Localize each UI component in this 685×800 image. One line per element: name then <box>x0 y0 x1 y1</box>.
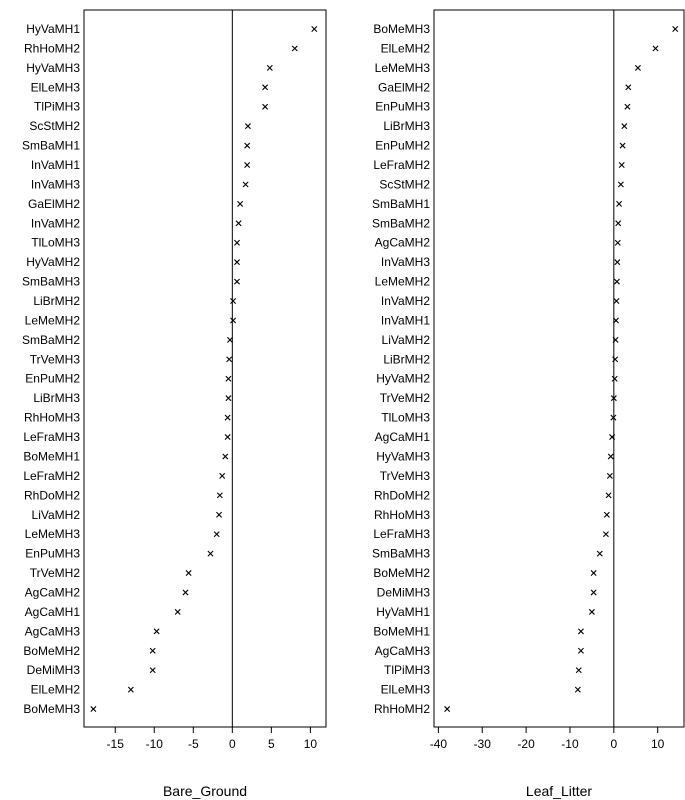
bare-ground-category-label: InVaMH2 <box>30 216 80 231</box>
leaf-litter-data-point <box>619 162 624 167</box>
leaf-litter-category-label: LeFraMH2 <box>373 158 430 173</box>
leaf-litter-category-label: AgCaMH1 <box>374 430 430 445</box>
bare-ground-x-tick-label: -10 <box>145 737 163 751</box>
leaf-litter-category-label: LeMeMH2 <box>374 274 430 289</box>
bare-ground-panel <box>22 10 326 799</box>
leaf-litter-data-point <box>575 687 580 692</box>
leaf-litter-x-tick-label: -40 <box>429 737 448 751</box>
bare-ground-data-point <box>227 337 232 342</box>
leaf-litter-x-tick-label: -10 <box>561 737 579 751</box>
leaf-litter-data-point <box>591 570 596 575</box>
bare-ground-data-point <box>175 609 180 614</box>
bare-ground-data-point <box>183 590 188 595</box>
bare-ground-x-tick-label: -5 <box>187 737 199 751</box>
bare-ground-data-point <box>234 279 239 284</box>
bare-ground-data-point <box>217 493 222 498</box>
leaf-litter-category-label: HyVaMH3 <box>376 449 430 464</box>
leaf-litter-category-label: TrVeMH3 <box>379 468 430 483</box>
bare-ground-category-label: LiBrMH2 <box>33 294 80 309</box>
bare-ground-x-tick-label: 5 <box>268 737 275 751</box>
bare-ground-category-label: ElLeMH2 <box>30 682 80 697</box>
leaf-litter-category-label: LeMeMH3 <box>374 60 430 75</box>
bare-ground-category-label: AgCaMH2 <box>24 585 80 600</box>
leaf-litter-category-label: ElLeMH2 <box>380 41 430 56</box>
bare-ground-category-label: TlLoMH3 <box>31 235 80 250</box>
bare-ground-category-label: RhDoMH2 <box>23 488 80 503</box>
leaf-litter-category-label: RhHoMH2 <box>373 702 430 717</box>
bare-ground-category-label: BoMeMH1 <box>23 449 80 464</box>
leaf-litter-category-label: InVaMH3 <box>380 255 430 270</box>
leaf-litter-category-label: HyVaMH1 <box>376 604 430 619</box>
leaf-litter-category-label: TlPiMH3 <box>383 663 430 678</box>
leaf-litter-data-point <box>625 104 630 109</box>
bare-ground-data-point <box>226 396 231 401</box>
bare-ground-category-label: InVaMH3 <box>30 177 80 192</box>
leaf-litter-data-point <box>589 609 594 614</box>
leaf-litter-category-label: HyVaMH2 <box>376 371 430 386</box>
bare-ground-data-point <box>245 162 250 167</box>
bare-ground-category-label: RhHoMH2 <box>23 41 80 56</box>
bare-ground-data-point <box>238 201 243 206</box>
bare-ground-category-label: LiVaMH2 <box>31 507 80 522</box>
leaf-litter-x-tick-label: -30 <box>473 737 491 751</box>
leaf-litter-category-label: LeFraMH3 <box>373 527 430 542</box>
leaf-litter-data-point <box>618 182 623 187</box>
leaf-litter-x-tick-label: 0 <box>610 737 618 751</box>
leaf-litter-data-point <box>604 512 609 517</box>
leaf-litter-category-label: DeMiMH3 <box>376 585 430 600</box>
bare-ground-data-point <box>91 706 96 711</box>
bare-ground-data-point <box>234 240 239 245</box>
leaf-litter-data-point <box>614 279 619 284</box>
bare-ground-data-point <box>245 143 250 148</box>
bare-ground-category-label: BoMeMH3 <box>23 702 80 717</box>
leaf-litter-x-tick-label: -20 <box>517 737 535 751</box>
leaf-litter-category-label: InVaMH1 <box>380 313 430 328</box>
leaf-litter-data-point <box>635 65 640 70</box>
leaf-litter-data-point <box>606 493 611 498</box>
bare-ground-data-point <box>225 434 230 439</box>
leaf-litter-data-point <box>591 590 596 595</box>
bare-ground-data-point <box>267 65 272 70</box>
bare-ground-plot-frame <box>84 10 326 727</box>
leaf-litter-category-label: SmBaMH3 <box>371 546 430 561</box>
leaf-litter-category-label: LiBrMH3 <box>383 119 430 134</box>
leaf-litter-data-point <box>607 473 612 478</box>
bare-ground-category-label: LiBrMH3 <box>33 391 80 406</box>
leaf-litter-data-point <box>673 26 678 31</box>
bare-ground-category-label: HyVaMH2 <box>26 255 80 270</box>
bare-ground-data-point <box>236 221 241 226</box>
leaf-litter-data-point <box>653 46 658 51</box>
bare-ground-category-label: GaElMH2 <box>27 196 80 211</box>
leaf-litter-category-label: InVaMH2 <box>380 294 430 309</box>
leaf-litter-category-label: TrVeMH2 <box>379 391 430 406</box>
bare-ground-data-point <box>186 570 191 575</box>
leaf-litter-data-point <box>608 454 613 459</box>
leaf-litter-data-point <box>614 298 619 303</box>
bare-ground-x-tick-label: 10 <box>303 737 318 751</box>
bare-ground-category-label: DeMiMH3 <box>26 663 80 678</box>
bare-ground-category-label: LeFraMH2 <box>23 468 80 483</box>
leaf-litter-category-label: SmBaMH2 <box>371 216 430 231</box>
bare-ground-category-label: HyVaMH3 <box>26 60 80 75</box>
bare-ground-category-label: HyVaMH1 <box>26 22 80 36</box>
leaf-litter-data-point <box>622 124 627 129</box>
bare-ground-category-label: AgCaMH3 <box>24 624 80 639</box>
leaf-litter-data-point <box>578 629 583 634</box>
bare-ground-data-point <box>226 376 231 381</box>
leaf-litter-data-point <box>576 668 581 673</box>
leaf-litter-data-point <box>603 532 608 537</box>
bare-ground-data-point <box>231 318 236 323</box>
bare-ground-data-point <box>208 551 213 556</box>
leaf-litter-category-label: SmBaMH1 <box>371 196 430 211</box>
bare-ground-data-point <box>154 629 159 634</box>
leaf-litter-x-axis-title: Leaf_Litter <box>525 783 593 799</box>
leaf-litter-category-label: RhHoMH3 <box>373 507 430 522</box>
bare-ground-data-point <box>243 182 248 187</box>
bare-ground-category-label: AgCaMH1 <box>24 604 80 619</box>
bare-ground-data-point <box>234 260 239 265</box>
leaf-litter-category-label: EnPuMH2 <box>375 138 430 153</box>
leaf-litter-category-label: BoMeMH2 <box>373 566 430 581</box>
bare-ground-category-label: LeMeMH2 <box>24 313 80 328</box>
bare-ground-x-tick-label: -15 <box>106 737 124 751</box>
bare-ground-data-point <box>223 454 228 459</box>
leaf-litter-panel <box>372 10 684 799</box>
bare-ground-data-point <box>231 298 236 303</box>
leaf-litter-data-point <box>615 240 620 245</box>
bare-ground-category-label: RhHoMH3 <box>23 410 80 425</box>
leaf-litter-data-point <box>612 376 617 381</box>
bare-ground-category-label: SmBaMH2 <box>21 332 80 347</box>
bare-ground-data-point <box>220 473 225 478</box>
bare-ground-data-point <box>292 46 297 51</box>
bare-ground-category-label: SmBaMH3 <box>21 274 80 289</box>
bare-ground-data-point <box>263 104 268 109</box>
leaf-litter-category-label: RhDoMH2 <box>373 488 430 503</box>
bare-ground-category-label: TlPiMH3 <box>33 99 80 114</box>
bare-ground-category-label: TrVeMH3 <box>29 352 80 367</box>
bare-ground-category-label: SmBaMH1 <box>21 138 80 153</box>
bare-ground-data-point <box>128 687 133 692</box>
bare-ground-data-point <box>150 648 155 653</box>
leaf-litter-data-point <box>615 260 620 265</box>
leaf-litter-category-label: TlLoMH3 <box>381 410 430 425</box>
bare-ground-category-label: ScStMH2 <box>29 119 80 134</box>
leaf-litter-category-label: ScStMH2 <box>379 177 430 192</box>
bare-ground-data-point <box>225 415 230 420</box>
bare-ground-category-label: LeMeMH3 <box>24 527 80 542</box>
leaf-litter-data-point <box>578 648 583 653</box>
leaf-litter-category-label: LiVaMH2 <box>381 332 430 347</box>
leaf-litter-category-label: EnPuMH3 <box>375 99 430 114</box>
bare-ground-data-point <box>150 668 155 673</box>
leaf-litter-category-label: AgCaMH3 <box>374 643 430 658</box>
leaf-litter-category-label: AgCaMH2 <box>374 235 430 250</box>
leaf-litter-data-point <box>620 143 625 148</box>
leaf-litter-category-label: BoMeMH1 <box>373 624 430 639</box>
bare-ground-category-label: BoMeMH2 <box>23 643 80 658</box>
bare-ground-x-tick-label: 0 <box>228 737 236 751</box>
bare-ground-category-label: EnPuMH3 <box>25 546 80 561</box>
leaf-litter-data-point <box>616 221 621 226</box>
leaf-litter-data-point <box>616 201 621 206</box>
leaf-litter-category-label: BoMeMH3 <box>373 22 430 36</box>
bare-ground-data-point <box>245 124 250 129</box>
leaf-litter-plot-frame <box>434 10 684 727</box>
bare-ground-data-point <box>263 85 268 90</box>
bare-ground-x-axis-title: Bare_Ground <box>162 783 248 799</box>
leaf-litter-data-point <box>613 357 618 362</box>
bare-ground-data-point <box>216 512 221 517</box>
bare-ground-data-point <box>214 532 219 537</box>
leaf-litter-data-point <box>597 551 602 556</box>
leaf-litter-x-tick-label: 10 <box>651 737 665 751</box>
bare-ground-category-label: EnPuMH2 <box>25 371 80 386</box>
bare-ground-data-point <box>312 26 317 31</box>
bare-ground-category-label: LeFraMH3 <box>23 430 80 445</box>
bare-ground-category-label: ElLeMH3 <box>30 80 80 95</box>
leaf-litter-data-point <box>626 85 631 90</box>
bare-ground-category-label: InVaMH1 <box>30 158 80 173</box>
leaf-litter-category-label: LiBrMH2 <box>383 352 430 367</box>
leaf-litter-category-label: GaElMH2 <box>377 80 430 95</box>
bare-ground-data-point <box>227 357 232 362</box>
leaf-litter-data-point <box>445 706 450 711</box>
leaf-litter-category-label: ElLeMH3 <box>380 682 430 697</box>
bare-ground-category-label: TrVeMH2 <box>29 566 80 581</box>
